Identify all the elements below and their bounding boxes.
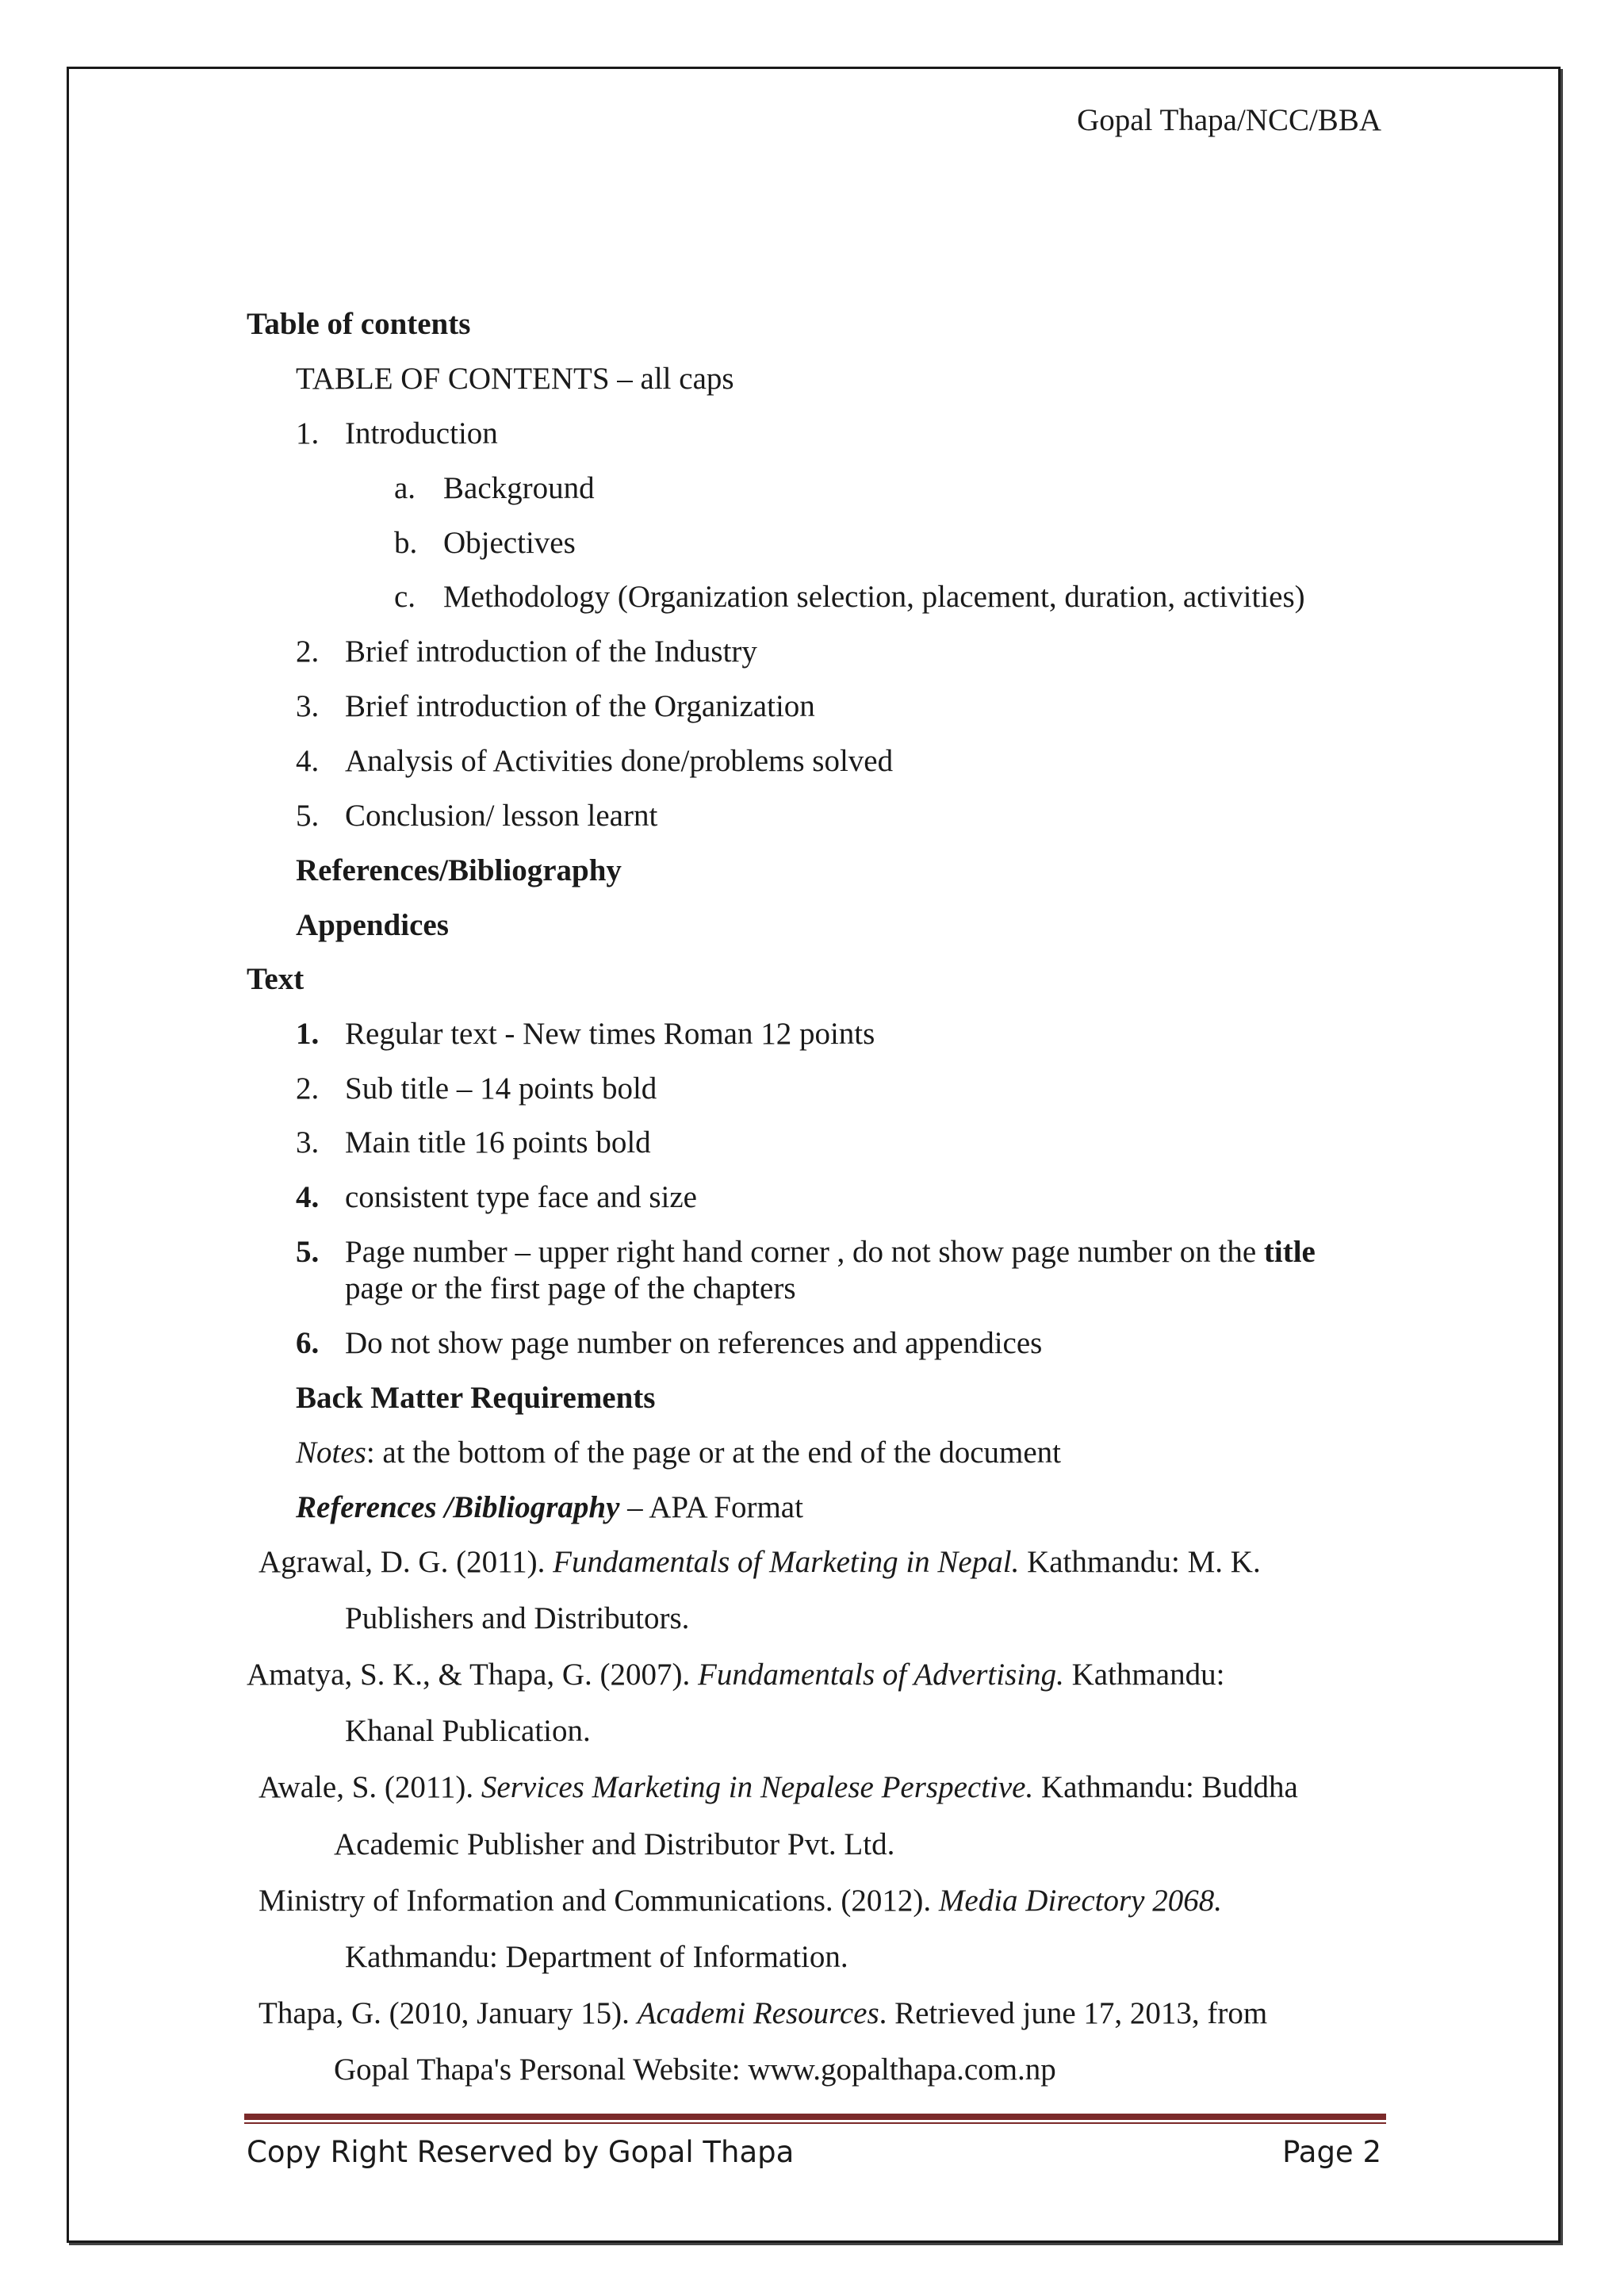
- reference-entry: [259, 1543, 1261, 1581]
- text-item-text: Regular text - New times Roman 12 points: [345, 1017, 875, 1051]
- references-format-text: – APA Format: [619, 1490, 803, 1524]
- reference-continuation: Academic Publisher and Distributor Pvt. Ltd.: [334, 1827, 895, 1861]
- references-label: References /Bibliography: [296, 1490, 620, 1524]
- reference-continuation: Publishers and Distributors.: [345, 1601, 690, 1635]
- reference-entry: [259, 1769, 1298, 1807]
- reference-publisher: . Retrieved june 17, 2013, from: [879, 1996, 1268, 2030]
- reference-title: Media Directory 2068.: [938, 1884, 1222, 1918]
- text-item: [296, 1015, 875, 1053]
- text-item-text: Do not show page number on references and appendices: [345, 1326, 1043, 1360]
- toc-item: [296, 415, 498, 453]
- text-item-num: 6.: [296, 1326, 320, 1360]
- toc-item-text: Analysis of Activities done/problems solved: [345, 744, 894, 778]
- toc-appendices: Appendices: [296, 908, 449, 942]
- reference-continuation: Gopal Thapa's Personal Website: www.gopalthapa.com.np: [334, 2053, 1056, 2087]
- text-item-continuation: page or the first page of the chapters: [345, 1271, 796, 1305]
- toc-item: [296, 742, 893, 780]
- text-item-text: Sub title – 14 points bold: [345, 1071, 657, 1106]
- toc-item: [296, 797, 657, 835]
- reference-publisher: Kathmandu: Buddha: [1033, 1770, 1298, 1804]
- toc-item-num: 4.: [296, 744, 320, 778]
- toc-subitem: [394, 524, 576, 562]
- reference-authors: Agrawal, D. G. (2011).: [259, 1545, 553, 1579]
- toc-subitem: [394, 470, 595, 508]
- toc-item-text: Brief introduction of the Organization: [345, 689, 815, 723]
- text-item-text: consistent type face and size: [345, 1180, 697, 1214]
- text-item: [296, 1324, 1042, 1363]
- back-matter-heading: Back Matter Requirements: [296, 1381, 656, 1415]
- toc-item: [296, 688, 815, 726]
- toc-item-text: Introduction: [345, 416, 498, 450]
- toc-item-num: 1.: [296, 416, 320, 450]
- text-item: [296, 1179, 697, 1217]
- reference-title: Academi Resources: [637, 1996, 879, 2030]
- toc-subitem-letter: a.: [394, 471, 416, 505]
- reference-entry: [259, 1882, 1222, 1920]
- reference-entry: [259, 1995, 1267, 2033]
- toc-subitem-text: Methodology (Organization selection, placement, duration, activities): [443, 580, 1305, 614]
- references-format-line: [296, 1489, 803, 1527]
- footer-rule-thin: [244, 2122, 1386, 2124]
- reference-publisher: Kathmandu: M. K.: [1019, 1545, 1261, 1579]
- text-item-num: 5.: [296, 1235, 320, 1269]
- toc-item-num: 5.: [296, 799, 320, 833]
- footer-rule-thick: [244, 2114, 1386, 2120]
- text-item-num: 2.: [296, 1071, 320, 1106]
- text-item-bold-word: title: [1263, 1235, 1316, 1269]
- text-item: [296, 1233, 1316, 1271]
- text-item: [296, 1070, 657, 1108]
- toc-subitem-text: Background: [443, 471, 595, 505]
- reference-continuation: Khanal Publication.: [345, 1714, 591, 1748]
- reference-title: Fundamentals of Advertising.: [698, 1658, 1064, 1692]
- toc-item: [296, 633, 757, 671]
- reference-authors: Awale, S. (2011).: [259, 1770, 481, 1804]
- reference-authors: Thapa, G. (2010, January 15).: [259, 1996, 638, 2030]
- toc-subitem-letter: b.: [394, 526, 418, 560]
- toc-item-num: 3.: [296, 689, 320, 723]
- text-item-text: Page number – upper right hand corner , do not show page number on the: [345, 1235, 1264, 1269]
- footer-page-number: Page 2: [1282, 2135, 1381, 2169]
- toc-subitem: [394, 578, 1305, 616]
- reference-title: Services Marketing in Nepalese Perspective.: [481, 1770, 1034, 1804]
- text-heading: Text: [247, 962, 304, 996]
- toc-subitem-letter: c.: [394, 580, 416, 614]
- text-item: [296, 1124, 651, 1162]
- reference-authors: Ministry of Information and Communications. (2012).: [259, 1884, 939, 1918]
- reference-continuation: Kathmandu: Department of Information.: [345, 1940, 848, 1974]
- toc-heading: Table of contents: [247, 307, 471, 341]
- text-item-text: Main title 16 points bold: [345, 1125, 651, 1159]
- notes-line: [296, 1434, 1061, 1472]
- toc-caps-note: TABLE OF CONTENTS – all caps: [296, 362, 734, 396]
- toc-item-text: Conclusion/ lesson learnt: [345, 799, 658, 833]
- notes-label: Notes: [296, 1435, 366, 1470]
- toc-subitem-text: Objectives: [443, 526, 576, 560]
- reference-authors: Amatya, S. K., & Thapa, G. (2007).: [247, 1658, 699, 1692]
- toc-item-text: Brief introduction of the Industry: [345, 634, 757, 669]
- footer-copyright: Copy Right Reserved by Gopal Thapa: [247, 2135, 795, 2169]
- reference-publisher: Kathmandu:: [1063, 1658, 1225, 1692]
- reference-entry: [247, 1656, 1224, 1694]
- text-item-num: 4.: [296, 1180, 320, 1214]
- notes-text: : at the bottom of the page or at the end of the document: [366, 1435, 1061, 1470]
- reference-title: Fundamentals of Marketing in Nepal.: [553, 1545, 1020, 1579]
- toc-references: References/Bibliography: [296, 853, 622, 887]
- text-item-num: 3.: [296, 1125, 320, 1159]
- text-item-num: 1.: [296, 1017, 320, 1051]
- toc-item-num: 2.: [296, 634, 320, 669]
- page-header: Gopal Thapa/NCC/BBA: [1077, 103, 1381, 137]
